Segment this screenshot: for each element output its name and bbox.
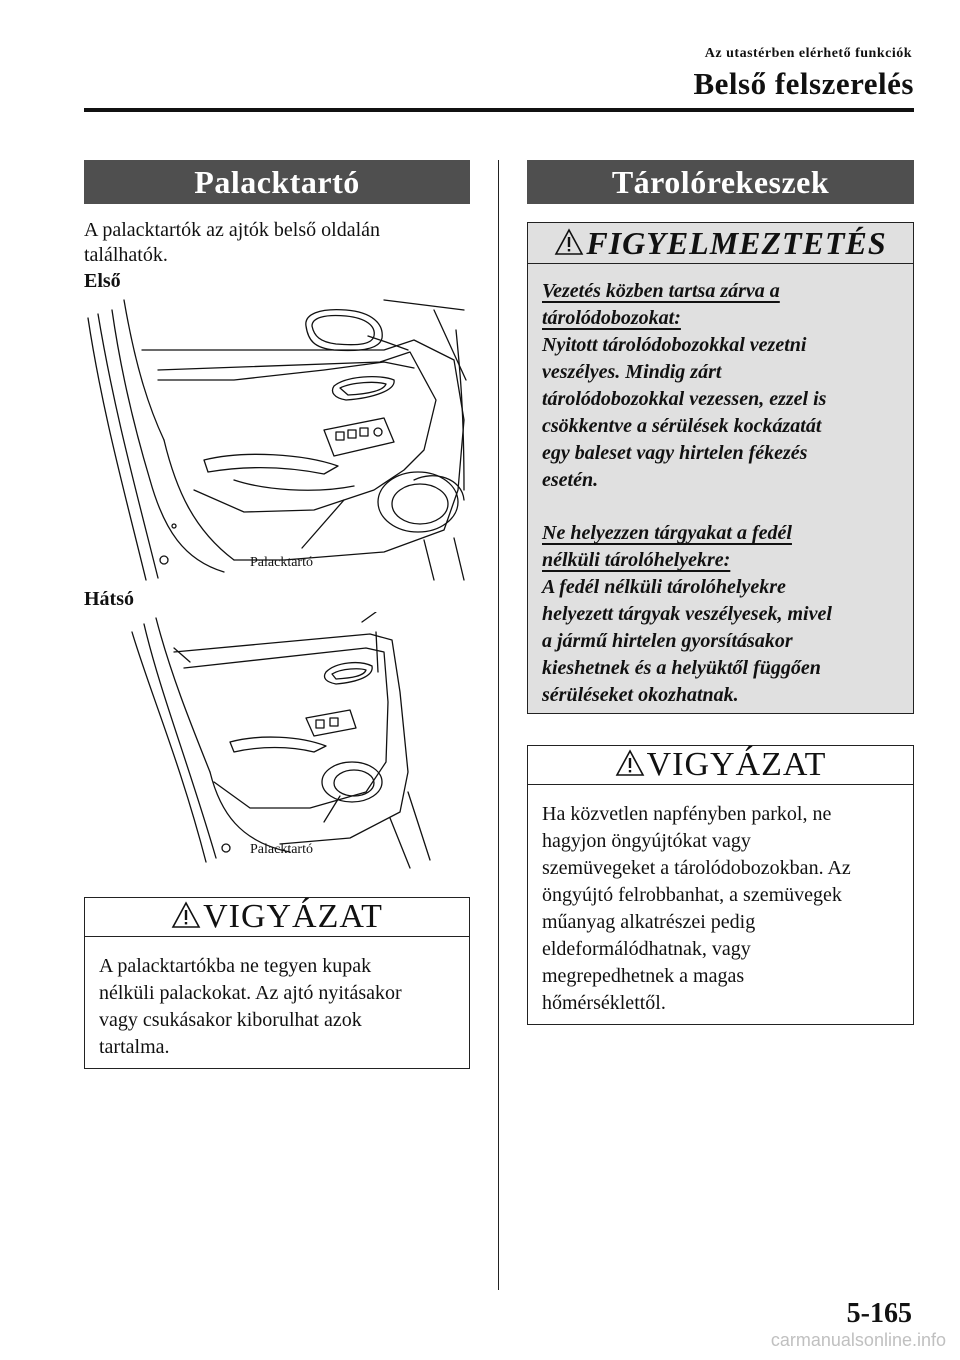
bottle-holder-heading: Palacktartó <box>84 160 470 204</box>
warning-line: esetén. <box>542 469 599 491</box>
warning-line: veszélyes. Mindig zárt <box>542 361 722 383</box>
warning-line: helyezett tárgyak veszélyesek, mivel <box>542 603 832 625</box>
caution-text <box>528 785 913 1031</box>
caution-title: VIGYÁZAT <box>203 898 383 935</box>
column-divider <box>498 160 499 1290</box>
front-bottle-holder-callout: Palacktartó <box>250 555 313 570</box>
warning-line: kieshetnek és a helyüktől függően <box>542 657 821 679</box>
caution-title: VIGYÁZAT <box>646 746 827 783</box>
caution-line: tartalma. <box>99 1036 170 1058</box>
warning-subheading: Vezetés közben tartsa zárva a <box>542 280 780 302</box>
warning-triangle-icon <box>171 901 201 929</box>
warning-line: sérüléseket okozhatnak. <box>542 684 739 706</box>
warning-subheading: Ne helyezzen tárgyakat a fedél <box>542 522 792 544</box>
caution-line: hagyjon öngyújtókat vagy <box>542 830 751 852</box>
caution-line: vagy csukásakor kiborulhat azok <box>99 1009 362 1031</box>
watermark: carmanualsonline.info <box>770 1330 946 1350</box>
warning-text <box>528 264 913 709</box>
caution-line: megrepedhetnek a magas <box>542 965 745 987</box>
caution-line: A palacktartókba ne tegyen kupak <box>99 955 372 977</box>
caution-line: eldeformálódhatnak, vagy <box>542 938 751 960</box>
intro-line: találhatók. <box>84 244 168 266</box>
caution-line: szemüvegeket a tárolódobozokban. Az <box>542 857 851 879</box>
caution-line: Ha közvetlen napfényben parkol, ne <box>542 803 832 825</box>
bottle-holder-caution-box <box>84 897 470 1069</box>
warning-line: a jármű hirtelen gyorsításakor <box>542 630 793 652</box>
rear-bottle-holder-callout: Palacktartó <box>250 842 313 857</box>
warning-triangle-icon <box>615 749 645 777</box>
warning-triangle-icon <box>554 228 584 256</box>
header-rule <box>84 108 914 112</box>
caution-header <box>528 746 913 785</box>
caution-line: nélküli palackokat. Az ajtó nyitásakor <box>99 982 402 1004</box>
intro-line: A palacktartók az ajtók belső oldalán <box>84 219 381 241</box>
warning-line: csökkentve a sérülések kockázatát <box>542 415 822 437</box>
storage-compartments-heading: Tárolórekeszek <box>527 160 914 204</box>
front-door-illustration <box>84 290 474 585</box>
warning-title: FIGYELMEZTETÉS <box>586 225 887 261</box>
section-title: Belső felszerelés <box>693 66 914 101</box>
caution-header <box>85 898 469 937</box>
storage-warning-box <box>527 222 914 714</box>
caution-text <box>85 937 469 1075</box>
front-label: Első <box>84 270 121 292</box>
rear-door-illustration <box>130 612 440 872</box>
warning-subheading: tárolódobozokat: <box>542 307 681 329</box>
warning-line: Nyitott tárolódobozokkal vezetni <box>542 334 807 356</box>
caution-line: hőmérséklettől. <box>542 992 666 1014</box>
warning-subheading: nélküli tárolóhelyekre: <box>542 549 731 571</box>
bottle-holder-intro <box>84 218 380 268</box>
warning-line: egy baleset vagy hirtelen fékezés <box>542 442 808 464</box>
caution-line: műanyag alkatrészei pedig <box>542 911 756 933</box>
chapter-title: Az utastérben elérhető funkciók <box>704 46 912 61</box>
warning-line: tárolódobozokkal vezessen, ezzel is <box>542 388 827 410</box>
rear-label: Hátsó <box>84 588 134 610</box>
storage-caution-box <box>527 745 914 1025</box>
warning-header <box>528 223 913 264</box>
caution-line: öngyújtó felrobbanhat, a szemüvegek <box>542 884 842 906</box>
page-number: 5-165 <box>846 1298 912 1329</box>
warning-line: A fedél nélküli tárolóhelyekre <box>542 576 786 598</box>
